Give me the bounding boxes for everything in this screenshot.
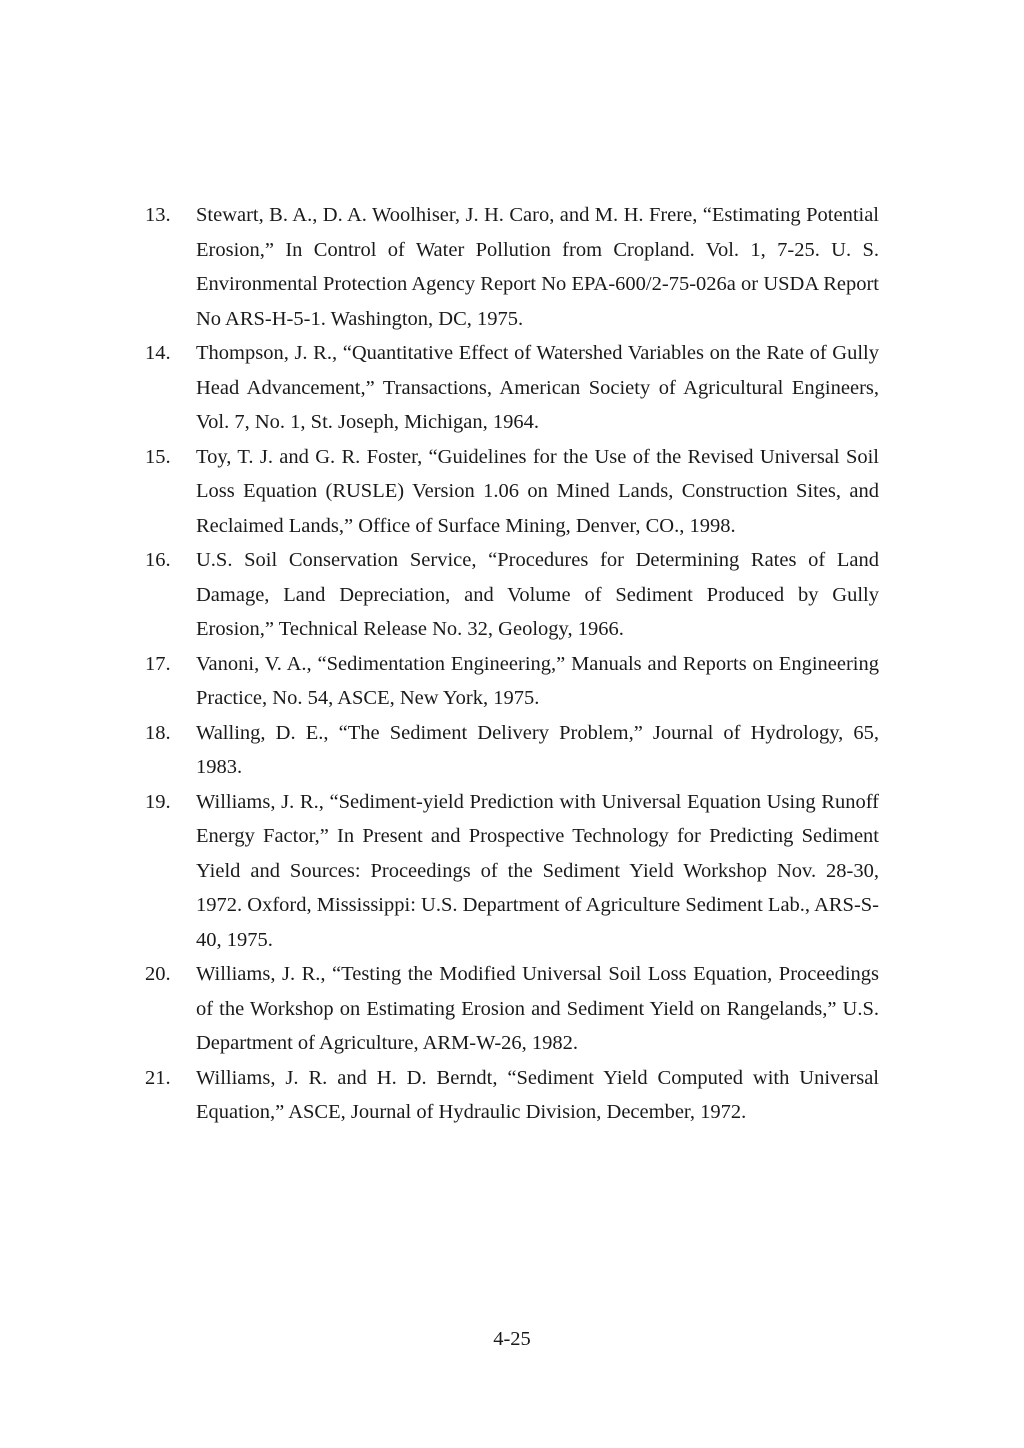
reference-number: 15. [145, 445, 171, 468]
reference-text: Williams, J. R., “Sediment-yield Prediction with Universal Equation Using Runoff Energy Factor,” In Present and Prospective Technology for Predicting Sediment Yield and Sources: Proceedings of the Sediment Yield Workshop Nov. 28-30, 1972. Oxford, Mississippi: U.S. Department of Agriculture Sediment Lab., ARS-S-40, 1975. [196, 790, 879, 951]
reference-number: 17. [145, 652, 171, 675]
reference-number: 18. [145, 721, 171, 744]
reference-number: 14. [145, 342, 171, 364]
reference-item-13 [145, 198, 879, 336]
reference-item-21 [145, 1061, 879, 1130]
reference-text: Williams, J. R., “Testing the Modified Universal Soil Loss Equation, Proceedings of the Workshop on Estimating Erosion and Sediment Yield on Rangelands,” U.S. Department of Agriculture, ARM-W-26, 1982. [196, 963, 879, 1054]
reference-item-16 [145, 543, 879, 647]
reference-item-15 [145, 440, 879, 544]
reference-item-20 [145, 957, 879, 1061]
reference-number: 21. [145, 1066, 171, 1089]
reference-item-18 [145, 716, 879, 785]
reference-text: Williams, J. R. and H. D. Berndt, “Sediment Yield Computed with Universal Equation,” ASCE, Journal of Hydraulic Division, December, 1972. [196, 1066, 879, 1123]
reference-number: 19. [145, 790, 171, 813]
reference-text: Vanoni, V. A., “Sedimentation Engineering,” Manuals and Reports on Engineering Practice, No. 54, ASCE, New York, 1975. [196, 652, 879, 709]
reference-number: 20. [145, 963, 171, 985]
reference-text: Toy, T. J. and G. R. Foster, “Guidelines for the Use of the Revised Universal Soil Loss Equation (RUSLE) Version 1.06 on Mined Lands, Construction Sites, and Reclaimed Lands,” Office of Surface Mining, Denver, CO., 1998. [196, 445, 879, 537]
reference-text: Thompson, J. R., “Quantitative Effect of Watershed Variables on the Rate of Gully Head Advancement,” Transactions, American Society of Agricultural Engineers, Vol. 7, No. 1, St. Joseph, Michigan, 1964. [196, 342, 879, 433]
reference-list [145, 198, 879, 1130]
reference-item-17 [145, 647, 879, 716]
reference-number: 16. [145, 549, 171, 571]
reference-text: Stewart, B. A., D. A. Woolhiser, J. H. Caro, and M. H. Frere, “Estimating Potential Erosion,” In Control of Water Pollution from Cropland. Vol. 1, 7-25. U. S. Environmental Protection Agency Report No EPA-600/2-75-026a or USDA Report No ARS-H-5-1. Washington, DC, 1975. [196, 204, 879, 330]
reference-text: U.S. Soil Conservation Service, “Procedures for Determining Rates of Land Damage, Land Depreciation, and Volume of Sediment Produced by Gully Erosion,” Technical Release No. 32, Geology, 1966. [196, 549, 879, 640]
reference-item-19 [145, 785, 879, 958]
reference-text: Walling, D. E., “The Sediment Delivery Problem,” Journal of Hydrology, 65, 1983. [196, 721, 879, 778]
reference-item-14 [145, 336, 879, 440]
page-number: 4-25 [493, 1328, 531, 1350]
reference-number: 13. [145, 204, 171, 226]
